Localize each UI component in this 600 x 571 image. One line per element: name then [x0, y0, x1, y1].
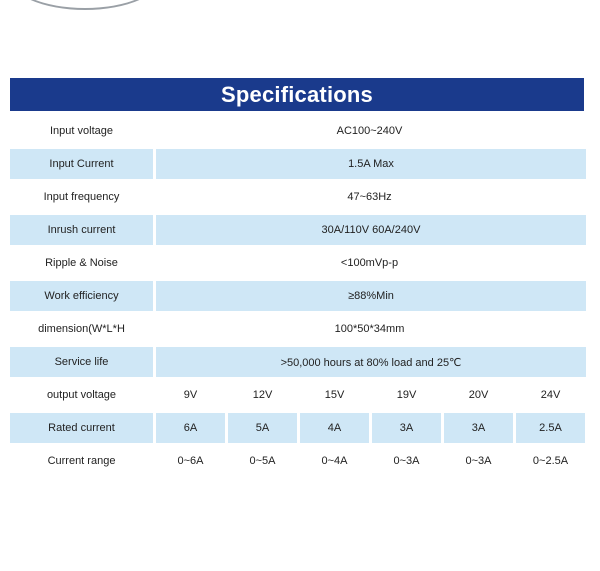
row-value: <100mVp-p — [340, 257, 399, 269]
row-label: Work efficiency — [10, 281, 153, 311]
table-row-service-life — [10, 347, 586, 377]
model-cell: 12V — [252, 389, 273, 401]
row-value: ≥88%Min — [156, 281, 586, 311]
row-label: dimension(W*L*H — [38, 323, 125, 335]
model-cell: 24V — [540, 389, 561, 401]
table-row-input-frequency — [10, 182, 586, 212]
row-value: 100*50*34mm — [334, 323, 405, 335]
corner-decoration — [8, 0, 162, 10]
model-cell: 3A — [444, 413, 513, 443]
row-value: >50,000 hours at 80% load and 25℃ — [156, 347, 586, 377]
row-value: 1.5A Max — [156, 149, 586, 179]
model-cell: 0~6A — [177, 455, 204, 467]
table-row-current-range — [10, 446, 586, 476]
table-row-ripple-noise — [10, 248, 586, 278]
table-row-output-voltage — [10, 380, 586, 410]
table-row-input-current — [10, 149, 586, 179]
row-label: Inrush current — [10, 215, 153, 245]
row-label: Input voltage — [50, 125, 113, 137]
model-cell: 19V — [396, 389, 417, 401]
model-cell: 6A — [156, 413, 225, 443]
model-cell: 5A — [228, 413, 297, 443]
page-title: Specifications — [10, 78, 584, 111]
row-label: Service life — [10, 347, 153, 377]
row-value: 47~63Hz — [347, 191, 392, 203]
model-cell: 4A — [300, 413, 369, 443]
row-label: Input Current — [10, 149, 153, 179]
model-cell: 20V — [468, 389, 489, 401]
row-label: Rated current — [10, 413, 153, 443]
model-cell: 2.5A — [516, 413, 585, 443]
row-label: output voltage — [46, 389, 117, 401]
model-cell: 0~3A — [393, 455, 420, 467]
model-cell: 0~2.5A — [532, 455, 569, 467]
table-row-input-voltage — [10, 116, 586, 146]
model-cell: 3A — [372, 413, 441, 443]
model-cell: 0~5A — [249, 455, 276, 467]
model-cell: 15V — [324, 389, 345, 401]
table-row-rated-current — [10, 413, 586, 443]
row-value: 30A/110V 60A/240V — [156, 215, 586, 245]
row-label: Ripple & Noise — [45, 257, 118, 269]
model-cell: 9V — [183, 389, 198, 401]
model-cell: 0~4A — [321, 455, 348, 467]
model-cell: 0~3A — [465, 455, 492, 467]
row-label: Current range — [47, 455, 116, 467]
table-row-inrush-current — [10, 215, 586, 245]
table-row-work-efficiency — [10, 281, 586, 311]
row-value: AC100~240V — [336, 125, 403, 137]
row-label: Input frequency — [43, 191, 120, 203]
table-row-dimension — [10, 314, 586, 344]
